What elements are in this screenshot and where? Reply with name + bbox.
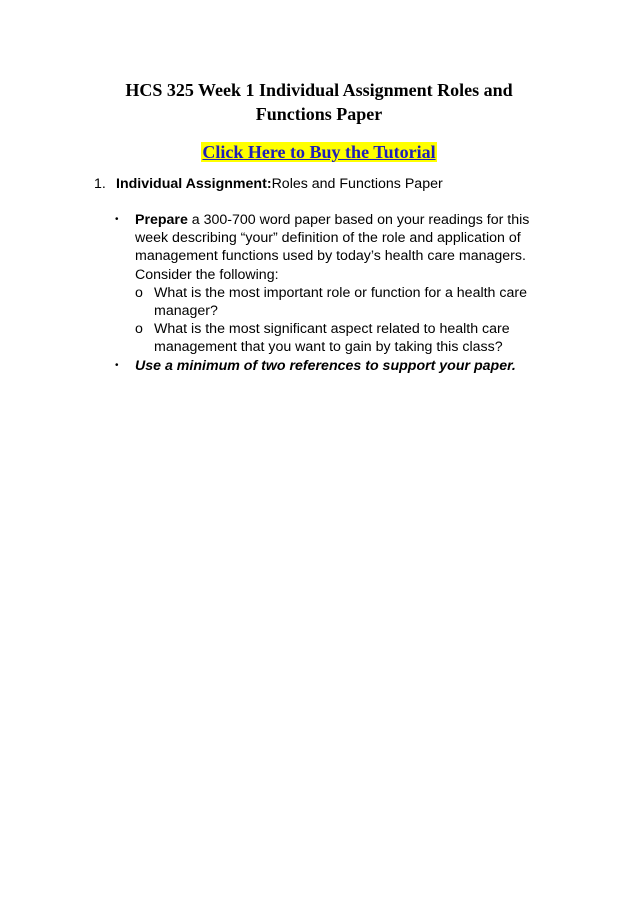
sub1-line-1: What is the most important role or function for a health care: [154, 284, 527, 301]
sub1-line-2: manager?: [154, 303, 218, 320]
bullet1-line-1-text: a 300-700 word paper based on your readings for this: [187, 212, 530, 228]
buy-tutorial-link[interactable]: Click Here to Buy the Tutorial: [202, 142, 436, 162]
title-line-2: Functions Paper: [255, 104, 383, 124]
title-line-1: HCS 325 Week 1 Individual Assignment Roles and: [125, 80, 513, 100]
bullet1-line-2: week describing “your” definition of the role and application of: [135, 230, 521, 247]
sub-bullet-icon: o: [135, 321, 143, 338]
sub2-line-2: management that you want to gain by taking this class?: [154, 339, 503, 356]
bullet-item-references: [94, 357, 564, 375]
sub-item-role: [135, 284, 564, 320]
item-number: 1.: [94, 176, 106, 192]
bullet-icon: •: [115, 359, 119, 371]
document-title: [60, 78, 578, 126]
tutorial-link-row: [0, 140, 638, 164]
item-text: Roles and Functions Paper: [271, 176, 443, 192]
bullet1-line-4: Consider the following:: [135, 266, 279, 283]
bullet1-line-1: [135, 211, 564, 229]
bullet-item-prepare: [94, 211, 564, 357]
prepare-keyword: Prepare: [135, 212, 188, 228]
bullet2-text: Use a minimum of two references to support your paper.: [135, 357, 516, 374]
sub-bullet-icon: o: [135, 284, 143, 301]
sub2-line-1: What is the most significant aspect related to health care: [154, 321, 510, 338]
bullet-icon: •: [115, 214, 119, 225]
assignment-item-heading: [94, 175, 443, 193]
item-label: Individual Assignment:: [116, 176, 272, 192]
sub-item-aspect: [135, 320, 564, 356]
assignment-bullet-list: [94, 211, 564, 375]
bullet1-line-3: management functions used by today’s health care managers.: [135, 248, 526, 265]
